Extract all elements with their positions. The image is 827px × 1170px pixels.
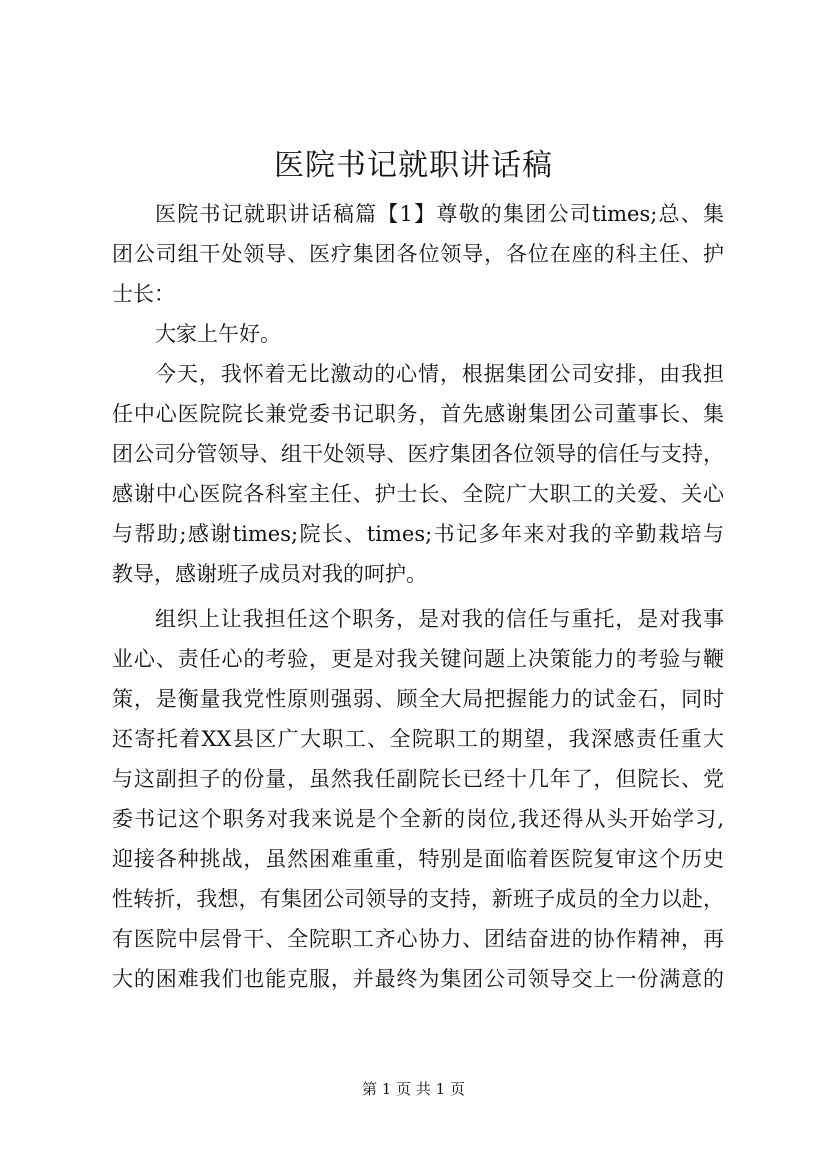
text-line: 团公司组干处领导、医疗集团各位领导，各位在座的科主任、护 <box>112 242 724 266</box>
text-line: 委书记这个职务对我来说是个全新的岗位,我还得从头开始学习, <box>112 807 724 831</box>
text-line: 士长： <box>112 282 175 306</box>
text-line: 与这副担子的份量，虽然我任副院长已经十几年了，但院长、党 <box>112 767 724 791</box>
text-line: 教导，感谢班子成员对我的呵护。 <box>112 562 427 586</box>
text-line: 大家上午好。 <box>155 322 281 346</box>
text-line: 策，是衡量我党性原则强弱、顾全大局把握能力的试金石，同时 <box>112 687 724 711</box>
text-line: 有医院中层骨干、全院职工齐心协力、团结奋进的协作精神，再 <box>112 927 724 951</box>
text-line: 任中心医院院长兼党委书记职务，首先感谢集团公司董事长、集 <box>112 402 724 426</box>
text-line: 感谢中心医院各科室主任、护士长、全院广大职工的关爱、关心 <box>112 482 724 506</box>
text-line: 团公司分管领导、组干处领导、医疗集团各位领导的信任与支持， <box>112 442 724 466</box>
text-line: 大的困难我们也能克服，并最终为集团公司领导交上一份满意的 <box>112 967 724 991</box>
text-line: 与帮助;感谢times;院长、times;书记多年来对我的辛勤栽培与 <box>112 522 724 546</box>
text-line: 迎接各种挑战，虽然困难重重，特别是面临着医院复审这个历史 <box>112 847 724 871</box>
text-line: 业心、责任心的考验，更是对我关键问题上决策能力的考验与鞭 <box>112 647 724 671</box>
text-line: 今天，我怀着无比激动的心情，根据集团公司安排，由我担 <box>155 362 724 386</box>
text-line: 组织上让我担任这个职务，是对我的信任与重托，是对我事 <box>155 607 724 631</box>
text-line: 医院书记就职讲话稿篇【1】尊敬的集团公司times;总、集 <box>155 202 724 226</box>
document-title: 医院书记就职讲话稿 <box>274 148 553 183</box>
text-line: 性转折，我想，有集团公司领导的支持，新班子成员的全力以赴， <box>112 887 724 911</box>
text-line: 还寄托着XX县区广大职工、全院职工的期望，我深感责任重大 <box>112 727 724 751</box>
document-body <box>112 194 724 999</box>
page-footer: 第 1 页 共 1 页 <box>362 1080 465 1098</box>
